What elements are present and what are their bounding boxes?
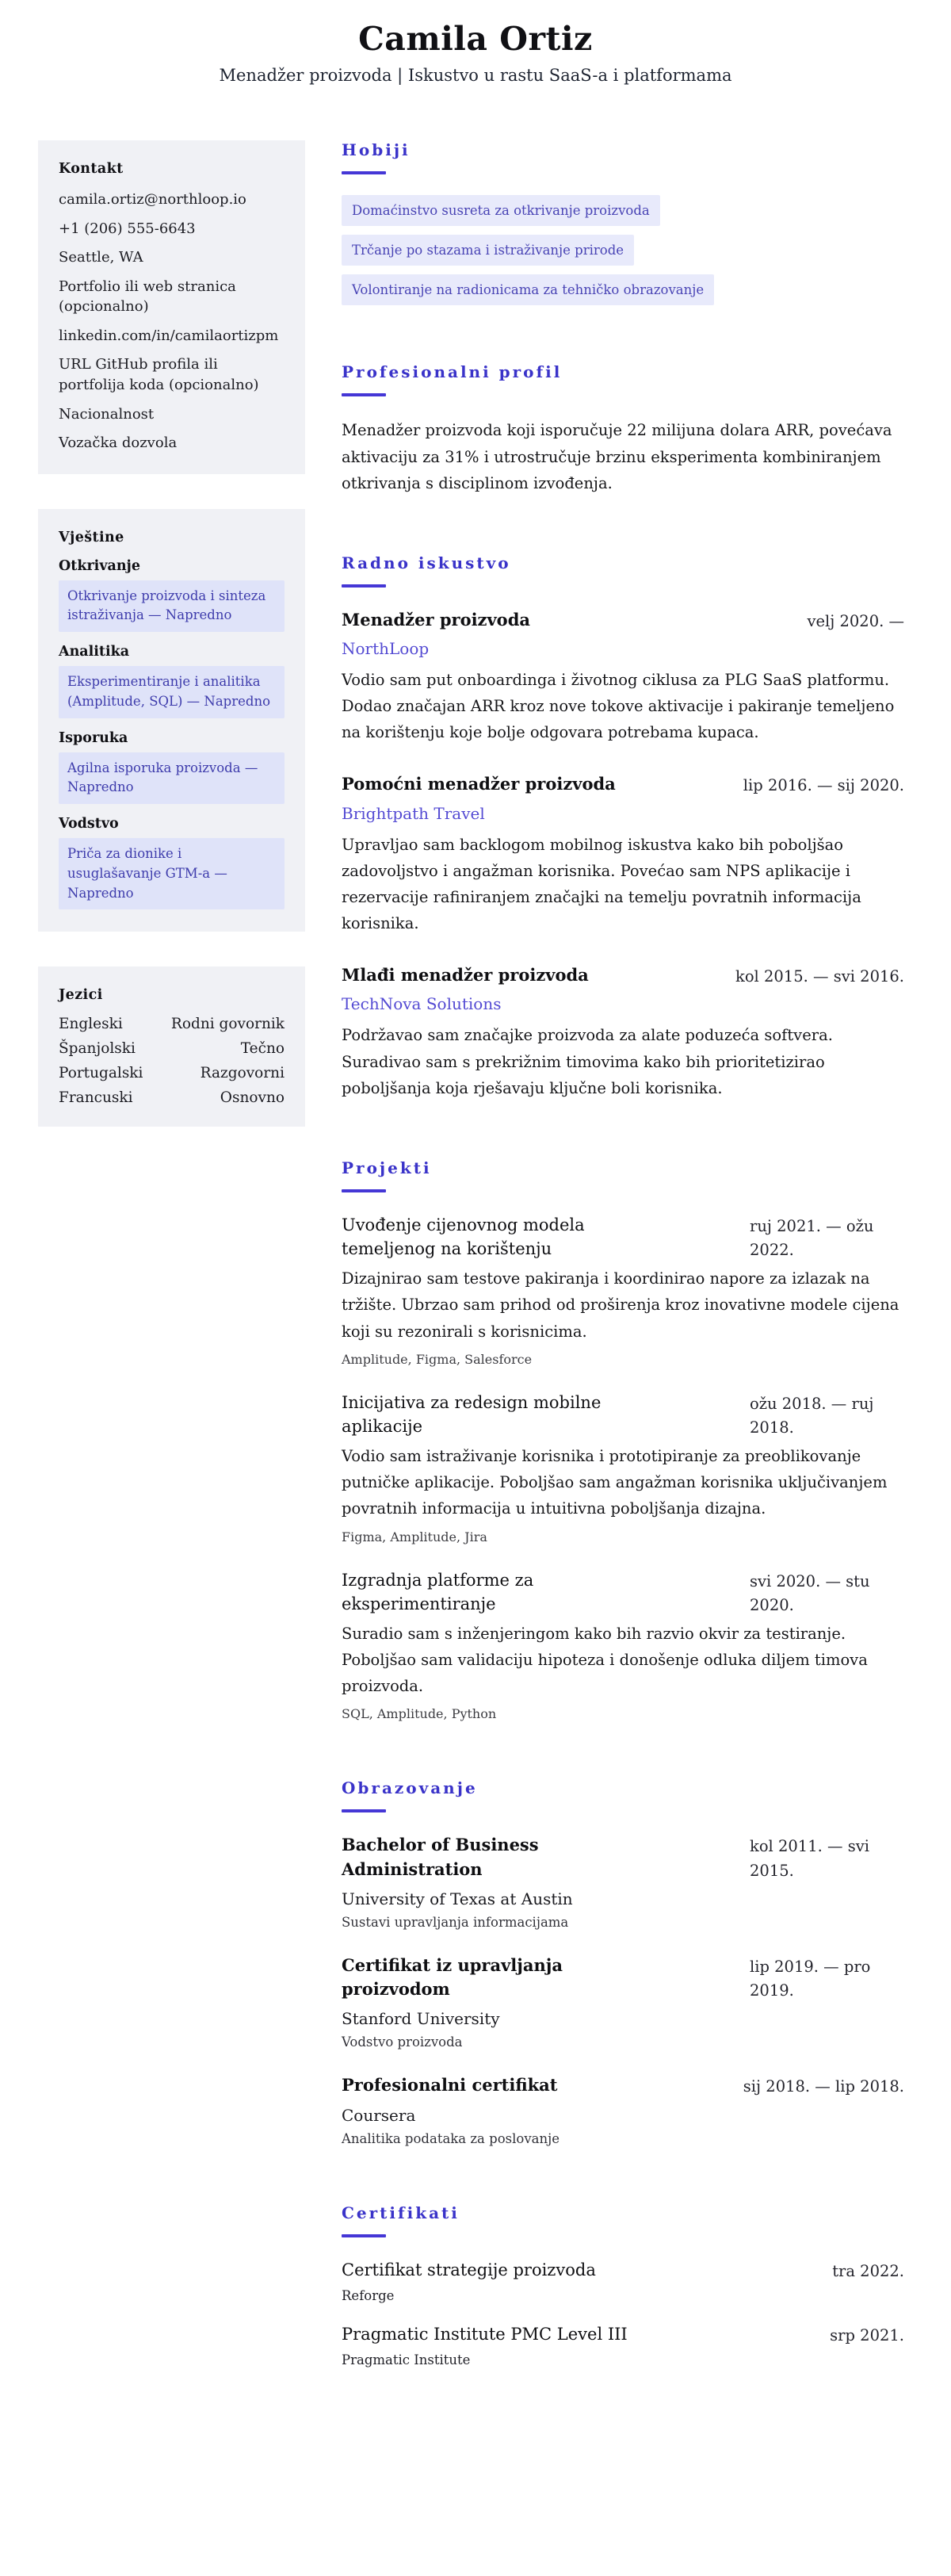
languages-box [38, 966, 305, 1127]
job-title: Pomoćni menadžer proizvoda [342, 774, 616, 794]
project-description: Suradio sam s inženjeringom kako bih razvio okvir za testiranje. Poboljšao sam validaciju hipoteza i donošenje odluka diljem timova proizvoda. [342, 1625, 868, 1696]
skill-group-delivery [59, 730, 285, 805]
project-tools: SQL, Amplitude, Python [342, 1706, 497, 1722]
entry-header [342, 772, 904, 798]
language-level: Tečno [240, 1040, 285, 1058]
certificates-title: Certifikati [342, 2203, 460, 2222]
skill-pill: Priča za dionike i usuglašavanje GTM-a — Napredno [59, 838, 285, 909]
project-tools: Figma, Amplitude, Jira [342, 1529, 487, 1544]
entry-header [342, 1213, 904, 1262]
field-of-study: Vodstvo proizvoda [342, 2034, 463, 2050]
skill-pill: Eksperimentiranje i analitika (Amplitude, SQL) — Napredno [59, 666, 285, 718]
language-level: Rodni govornik [170, 1016, 285, 1033]
project-dates: ruj 2021. — ožu 2022. [750, 1216, 874, 1260]
skill-group-discovery [59, 558, 285, 633]
job-company: NorthLoop [342, 639, 430, 659]
entry-header [342, 2258, 904, 2283]
certificate-entry [342, 2322, 904, 2367]
experience-title: Radno iskustvo [342, 553, 511, 572]
contact-item-email: camila.ortiz@northloop.io [59, 191, 246, 209]
project-name: Uvođenje cijenovnog modela temeljenog na korištenju [342, 1215, 585, 1259]
skills-box [38, 509, 305, 932]
education-title: Obrazovanje [342, 1778, 478, 1798]
section-underline [342, 584, 386, 588]
skill-group-label: Analitika [59, 644, 130, 660]
certificate-name: Certifikat strategije proizvoda [342, 2260, 596, 2279]
contact-item-linkedin: linkedin.com/in/camilaortizpm [59, 327, 279, 344]
certificate-name: Pragmatic Institute PMC Level III [342, 2324, 628, 2344]
profile-body [342, 417, 904, 496]
section-projects [342, 1158, 904, 1722]
section-underline [342, 1189, 386, 1192]
contact-item-location: Seattle, WA [59, 249, 143, 266]
language-row [59, 1089, 285, 1106]
section-heading [342, 362, 904, 396]
skill-pill: Otkrivanje proizvoda i sinteza istraživanja — Napredno [59, 580, 285, 633]
skill-group-label: Isporuka [59, 729, 128, 746]
skill-group-leadership [59, 816, 285, 909]
section-heading [342, 553, 904, 588]
section-underline [342, 171, 386, 174]
language-row [59, 1016, 285, 1032]
education-entry [342, 2073, 904, 2145]
entry-header [342, 1391, 904, 1440]
school-name: University of Texas at Austin [342, 1889, 573, 1908]
language-name: Portugalski [59, 1065, 143, 1082]
projects-title: Projekti [342, 1158, 432, 1177]
entry-header [342, 608, 904, 633]
hobby-pill: Domaćinstvo susreta za otkrivanje proizvoda [342, 195, 660, 226]
job-company: TechNova Solutions [342, 994, 502, 1014]
experience-entry [342, 772, 904, 936]
certificate-entry [342, 2258, 904, 2303]
job-title: Mlađi menadžer proizvoda [342, 965, 589, 986]
project-entry [342, 1568, 904, 1722]
entry-header [342, 1954, 904, 2003]
school-name: Stanford University [342, 2009, 500, 2029]
profile-text: Menadžer proizvoda koji isporučuje 22 milijuna dolara ARR, povećava aktivaciju za 31% i utrostručuje brzinu eksperimenta kombiniranjem otkrivanja s disciplinom izvođenja. [342, 421, 892, 492]
certificate-date: tra 2022. [832, 2261, 904, 2280]
section-certificates [342, 2203, 904, 2367]
job-description: Upravljao sam backlogom mobilnog iskustva kako bih poboljšao zadovoljstvo i angažman korisnika. Povećao sam NPS aplikacije i rezervacije rafiniranjem značajki na temelju povratnih informacija korisnika. [342, 835, 861, 933]
project-dates: svi 2020. — stu 2020. [750, 1571, 870, 1614]
degree-name: Profesionalni certifikat [342, 2075, 558, 2096]
contact-item-github: URL GitHub profila ili portfolija koda (opcionalno) [59, 356, 259, 393]
job-description: Vodio sam put onboardinga i životnog ciklusa za PLG SaaS platformu. Dodao značajan ARR kroz nove tokove aktivacije i pakiranje temeljeno na korištenju koje bolje odgovara potrebama kupaca. [342, 671, 895, 742]
certificate-issuer: Pragmatic Institute [342, 2352, 471, 2368]
certificate-issuer: Reforge [342, 2287, 395, 2303]
project-name: Inicijativa za redesign mobilne aplikacije [342, 1392, 602, 1437]
project-entry [342, 1391, 904, 1544]
section-education [342, 1778, 904, 2145]
section-underline [342, 393, 386, 396]
section-heading [342, 2203, 904, 2237]
project-tools: Amplitude, Figma, Salesforce [342, 1351, 533, 1367]
hobby-pill: Volontiranje na radionicama za tehničko obrazovanje [342, 274, 714, 305]
skill-group-label: Vodstvo [59, 816, 119, 833]
project-name: Izgradnja platforme za eksperimentiranje [342, 1570, 534, 1614]
project-entry [342, 1213, 904, 1367]
main-column [342, 140, 904, 2375]
section-profile [342, 362, 904, 496]
language-level: Razgovorni [200, 1065, 285, 1082]
hobbies-list [342, 195, 904, 305]
education-dates: sij 2018. — lip 2018. [743, 2077, 904, 2096]
language-level: Osnovno [220, 1089, 285, 1107]
section-experience [342, 553, 904, 1101]
language-name: Francuski [59, 1089, 133, 1107]
experience-entry [342, 963, 904, 1101]
languages-title: Jezici [59, 987, 103, 1004]
person-tagline: Menadžer proizvoda | Iskustvo u rastu SaaS-a i platformama [219, 66, 732, 86]
section-heading [342, 1778, 904, 1812]
language-row [59, 1040, 285, 1057]
profile-title: Profesionalni profil [342, 362, 563, 382]
entry-header [342, 1568, 904, 1617]
contact-box [38, 140, 305, 473]
section-hobbies [342, 140, 904, 305]
project-dates: ožu 2018. — ruj 2018. [750, 1394, 874, 1437]
content-columns [0, 140, 951, 2375]
entry-header [342, 1833, 904, 1882]
field-of-study: Sustavi upravljanja informacijama [342, 1914, 569, 1930]
experience-entry [342, 608, 904, 746]
language-row [59, 1065, 285, 1081]
education-entry [342, 1954, 904, 2050]
resume-header [0, 21, 951, 85]
project-description: Vodio sam istraživanje korisnika i prototipiranje za preoblikovanje putničke aplikacije. Poboljšao sam angažman korisnika uključivanjem povratnih informacija u intuitivna poboljšanja dizajna. [342, 1447, 888, 1518]
education-dates: kol 2011. — svi 2015. [750, 1837, 869, 1880]
contact-item-nationality: Nacionalnost [59, 405, 155, 423]
degree-name: Certifikat iz upravljanja proizvodom [342, 1954, 563, 2000]
job-title: Menadžer proizvoda [342, 609, 530, 630]
job-description: Podržavao sam značajke proizvoda za alate poduzeća softvera. Suradivao sam s prekrižnim timovima kako bih prioritetizirao poboljšanja koja rješavaju ključne boli korisnika. [342, 1026, 833, 1097]
job-company: Brightpath Travel [342, 803, 485, 823]
project-description: Dizajnirao sam testove pakiranja i koordinirao napore za izlazak na tržište. Ubrzao sam prihod od proširenja kroz inovativne modele cijena koji su rezonirali s korisnicima. [342, 1269, 899, 1341]
skill-group-label: Otkrivanje [59, 557, 141, 574]
experience-list [342, 608, 904, 1101]
skill-pill: Agilna isporuka proizvoda — Napredno [59, 752, 285, 805]
entry-header [342, 2322, 904, 2348]
education-list [342, 1833, 904, 2145]
job-dates: kol 2015. — svi 2016. [735, 967, 904, 986]
section-underline [342, 2234, 386, 2237]
job-dates: velj 2020. — [807, 611, 904, 630]
sidebar [38, 140, 305, 1162]
education-dates: lip 2019. — pro 2019. [750, 1957, 871, 2000]
contact-item-portfolio: Portfolio ili web stranica (opcionalno) [59, 278, 236, 316]
certificates-list [342, 2258, 904, 2367]
school-name: Coursera [342, 2105, 416, 2125]
skill-group-analytics [59, 644, 285, 718]
contact-title: Kontakt [59, 161, 124, 178]
education-entry [342, 1833, 904, 1929]
degree-name: Bachelor of Business Administration [342, 1835, 539, 1879]
hobbies-title: Hobiji [342, 140, 411, 160]
field-of-study: Analitika podataka za poslovanje [342, 2130, 560, 2146]
contact-item-phone: +1 (206) 555-6643 [59, 220, 196, 237]
entry-header [342, 2073, 904, 2099]
language-name: Španjolski [59, 1040, 136, 1058]
certificate-date: srp 2021. [830, 2325, 904, 2344]
projects-list [342, 1213, 904, 1722]
person-name: Camila Ortiz [358, 20, 593, 58]
job-dates: lip 2016. — sij 2020. [743, 776, 904, 795]
section-underline [342, 1809, 386, 1812]
section-heading [342, 140, 904, 174]
entry-header [342, 963, 904, 989]
language-name: Engleski [59, 1016, 123, 1033]
skills-title: Vještine [59, 529, 124, 545]
hobby-pill: Trčanje po stazama i istraživanje prirode [342, 235, 634, 266]
section-heading [342, 1158, 904, 1192]
contact-item-drivers-license: Vozačka dozvola [59, 434, 178, 452]
